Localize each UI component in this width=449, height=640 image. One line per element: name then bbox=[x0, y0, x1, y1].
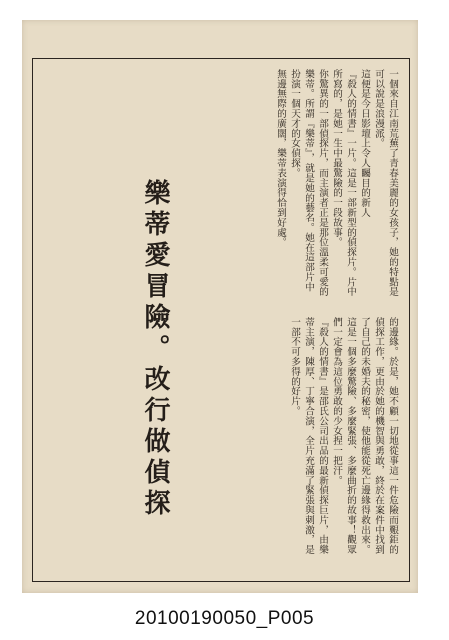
text-frame bbox=[32, 58, 410, 582]
paragraph: 無邊無際的廣闊，樂蒂表演得恰到好處。 bbox=[275, 69, 286, 248]
paragraph: 一個來自江南荒蕪了青春美麗的女孩子，她的特點是可以說是浪漫派。 bbox=[373, 69, 398, 297]
lower-text-block bbox=[287, 317, 399, 557]
upper-text-block bbox=[273, 69, 399, 299]
paragraph: 『殺人的情書』是邵氏公司出品的最新偵探巨片，由樂蒂主演，陳厚、丁寧合演，全片充滿了緊張與刺激，是一部不可多得的好片。 bbox=[289, 317, 328, 555]
paragraph: 『殺人的情書』一片。這是一部新型的偵探片。片中所寫的，是她一生中最驚險的一段故事。 bbox=[331, 69, 356, 297]
paragraph: 這便是今日影壇上令人矚目的新人 bbox=[359, 69, 370, 218]
paragraph: 的邊緣。於是，她不顧一切地從事這一件危險而艱鉅的偵探工作，更由於她的機智與勇敢，終於在案件中找到了自己的未婚夫的秘密，使他能從死亡邊緣得救出來。 bbox=[359, 317, 398, 555]
image-caption: 20100190050_P005 bbox=[134, 608, 315, 629]
article-title: 樂蒂愛冒險。改行做偵探 bbox=[140, 179, 170, 520]
paragraph: 你驚異的一部偵探片，而主演者正是那位溫柔可愛的樂蒂。所謂『樂蒂』，就是她的藝名。她在這部片中扮演一個天才的女偵探。 bbox=[289, 69, 328, 297]
document-page bbox=[22, 20, 418, 593]
paragraph: 這是一個多麼驚險、多麼緊張、多麼曲折的故事！觀眾們一定會為這位勇敢的少女捏一把汗。 bbox=[331, 317, 356, 555]
